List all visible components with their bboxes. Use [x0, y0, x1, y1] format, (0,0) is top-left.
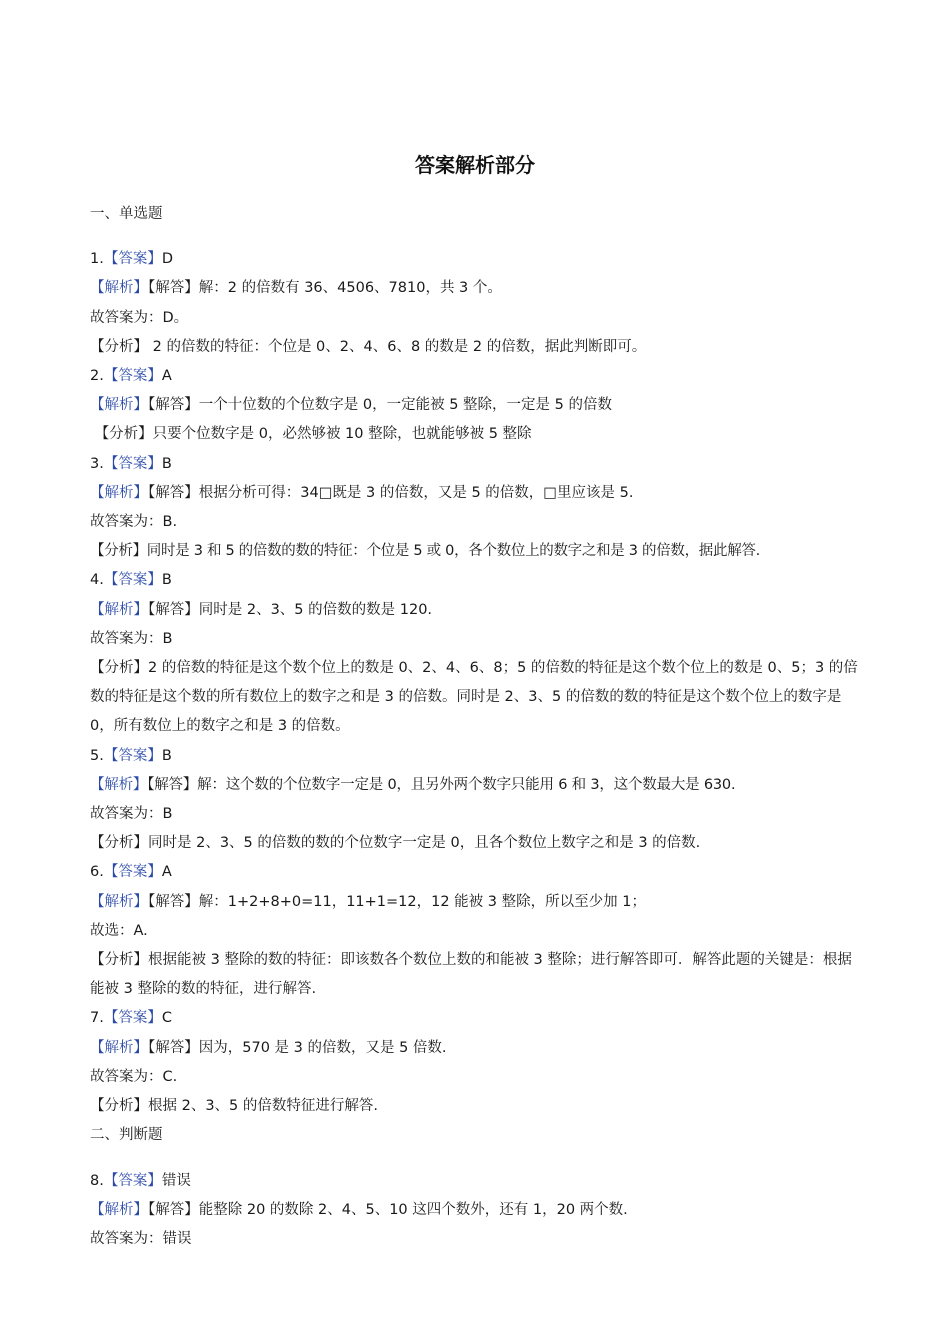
jiexi-line: 【解析】【解答】解：2 的倍数有 36、4506、7810，共 3 个。 [90, 280, 502, 297]
answer-content [90, 200, 862, 1254]
conclusion-line: 故答案为：B [90, 806, 173, 823]
jiexi-line: 【解析】【解答】能整除 20 的数除 2、4、5、10 这四个数外，还有 1，20 两个数. [90, 1201, 628, 1218]
jiexi-line: 【解析】【解答】同时是 2、3、5 的倍数的数是 120. [90, 601, 433, 618]
fenxi-paragraph: 【分析】根据能被 3 整除的数的特征：即该数各个数位上数的和能被 3 整除；进行解答即可．解答此题的关键是：根据能被 3 整除的数的特征，进行解答. [90, 952, 852, 998]
answer-line: 3.【答案】B [90, 455, 172, 472]
fenxi-line: 【分析】 2 的倍数的特征：个位是 0、2、4、6、8 的数是 2 的倍数，据此判断即可。 [90, 338, 647, 355]
conclusion-line: 故选：A. [90, 922, 148, 939]
section-heading: 二、判断题 [90, 1127, 163, 1144]
conclusion-line: 故答案为：B [90, 630, 173, 647]
fenxi-line: 【分析】根据 2、3、5 的倍数特征进行解答. [90, 1098, 379, 1115]
conclusion-line: 故答案为：B. [90, 514, 178, 531]
fenxi-paragraph: 【分析】2 的倍数的特征是这个数个位上的数是 0、2、4、6、8；5 的倍数的特征是这个数个位上的数是 0、5；3 的倍数的特征是这个数的所有数位上的数字之和是 3 的倍数。同时是 2、3、5 的倍数的数的特征是这个数个位上的数字是 0，所有数位上的数字之和是 3 的倍数。 [90, 660, 858, 735]
fenxi-line: 【分析】同时是 2、3、5 的倍数的数的个位数字一定是 0，且各个数位上数字之和是 3 的倍数. [90, 835, 701, 852]
conclusion-line: 故答案为：C. [90, 1068, 178, 1085]
answer-line: 1.【答案】D [90, 251, 174, 268]
answer-line: 2.【答案】A [90, 368, 172, 385]
section-heading: 一、单选题 [90, 206, 163, 222]
answer-line: 5.【答案】B [90, 747, 172, 764]
jiexi-line: 【解析】【解答】解：1+2+8+0=11，11+1=12，12 能被 3 整除，所以至少加 1； [90, 893, 646, 910]
jiexi-line: 【解析】【解答】根据分析可得：34□既是 3 的倍数，又是 5 的倍数，□里应该是 5. [90, 484, 634, 501]
fenxi-line: 【分析】只要个位数字是 0，必然够被 10 整除，也就能够被 5 整除 [90, 426, 532, 443]
page-title: 答案解析部分 [415, 153, 535, 177]
answer-line: 7.【答案】C [90, 1010, 172, 1027]
conclusion-line: 故答案为：D。 [90, 309, 189, 326]
answer-line: 8.【答案】错误 [90, 1172, 191, 1189]
jiexi-line: 【解析】【解答】一个十位数的个位数字是 0，一定能被 5 整除，一定是 5 的倍数 [90, 397, 612, 414]
answer-line: 6.【答案】A [90, 864, 172, 881]
jiexi-line: 【解析】【解答】因为，570 是 3 的倍数，又是 5 倍数. [90, 1039, 447, 1056]
conclusion-line: 故答案为：错误 [90, 1230, 192, 1247]
fenxi-line: 【分析】同时是 3 和 5 的倍数的数的特征：个位是 5 或 0，各个数位上的数字之和是 3 的倍数，据此解答. [90, 543, 760, 560]
jiexi-line: 【解析】【解答】解：这个数的个位数字一定是 0，且另外两个数字只能用 6 和 3，这个数最大是 630. [90, 776, 736, 793]
answer-line: 4.【答案】B [90, 572, 172, 589]
